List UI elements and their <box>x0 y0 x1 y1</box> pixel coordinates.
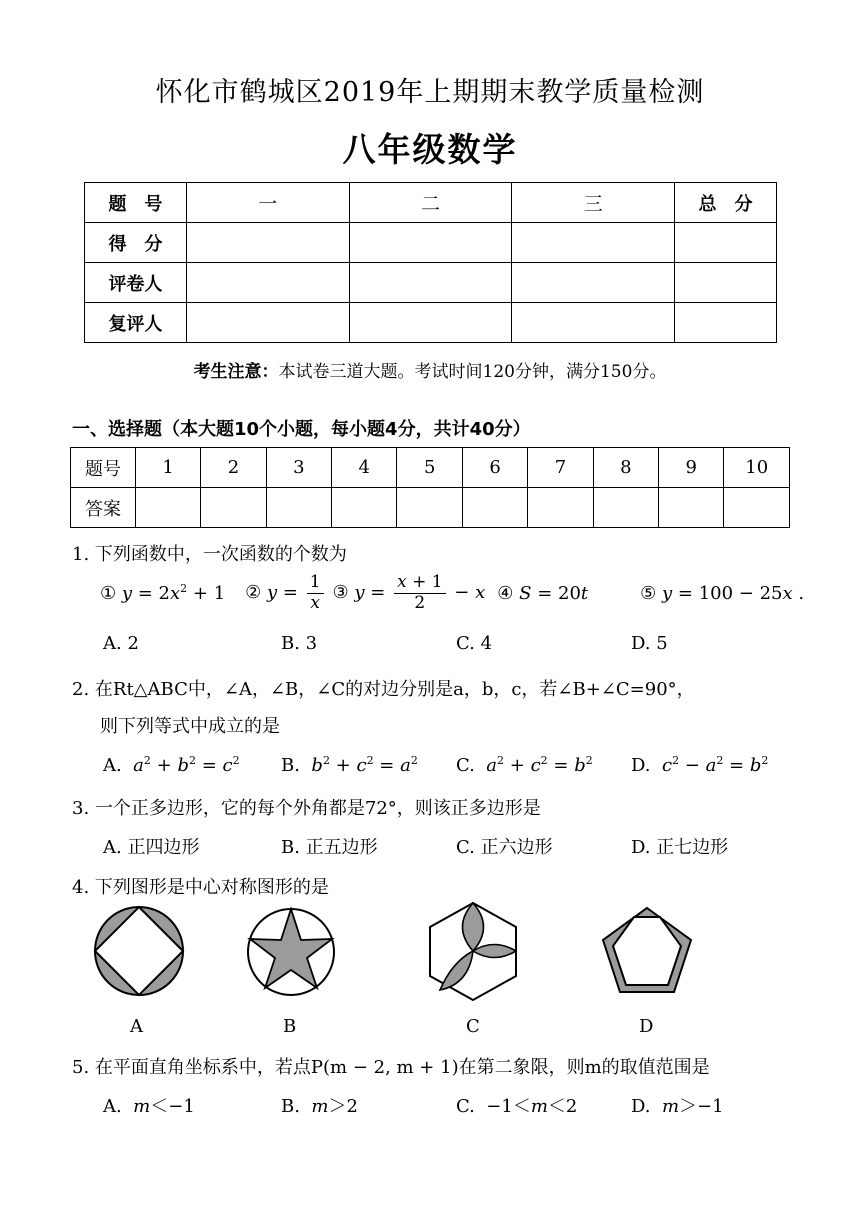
exam-subtitle: 八年级数学 <box>342 130 518 169</box>
answer-row-label: 题号 <box>71 448 136 488</box>
q5-option-c: C. −1＜m＜2 <box>456 1096 578 1117</box>
answer-cell <box>462 488 527 528</box>
answer-number: 3 <box>266 448 331 488</box>
section-1-heading: 一、选择题（本大题10个小题，每小题4分，共计40分） <box>72 419 531 440</box>
answer-cell <box>659 488 724 528</box>
score-cell <box>512 223 675 263</box>
q1-option-b: B. 3 <box>281 633 318 654</box>
score-header-cell: 题 号 <box>85 183 187 223</box>
score-cell <box>512 263 675 303</box>
question-4-stem: 4. 下列图形是中心对称图形的是 <box>72 877 329 898</box>
q3-option-b: B. 正五边形 <box>281 837 378 858</box>
answer-number: 4 <box>332 448 397 488</box>
q2-option-b: B. $b^2 + c^2 = a^2$ <box>281 754 418 776</box>
figure-label-c: C <box>466 1016 480 1037</box>
answer-row-label: 答案 <box>71 488 136 528</box>
answer-fill-row <box>71 488 790 528</box>
score-table <box>84 182 777 343</box>
figure-b-circle-star <box>248 909 334 995</box>
q2-option-a: A. $a^2 + b^2 = c^2$ <box>103 754 240 776</box>
question-5-stem: 5. 在平面直角坐标系中，若点P(m − 2, m + 1)在第二象限，则m的取值范围是 <box>72 1057 710 1078</box>
q5-option-a: A. m＜−1 <box>103 1096 195 1117</box>
answer-number: 8 <box>593 448 658 488</box>
score-cell <box>349 223 512 263</box>
q1-option-a: A. 2 <box>103 633 139 654</box>
answer-cell <box>266 488 331 528</box>
answer-number: 9 <box>659 448 724 488</box>
q3-option-c: C. 正六边形 <box>456 837 553 858</box>
answer-number-row <box>71 448 790 488</box>
function-1: ① $y = 2x^2 + 1$ <box>100 582 226 604</box>
question-4-figures <box>60 900 780 1010</box>
score-row-label: 评卷人 <box>85 263 187 303</box>
q3-option-a: A. 正四边形 <box>103 837 200 858</box>
answer-number: 7 <box>528 448 593 488</box>
answer-number: 6 <box>462 448 527 488</box>
exam-title: 怀化市鹤城区2019年上期期末教学质量检测 <box>155 77 705 108</box>
figure-a-circle-square <box>95 907 183 995</box>
question-1-functions <box>100 570 804 616</box>
score-row-label: 得 分 <box>85 223 187 263</box>
score-table-row <box>85 303 777 343</box>
q2-option-d: D. $c^2 - a^2 = b^2$ <box>631 754 769 776</box>
score-cell <box>675 223 777 263</box>
answer-cell <box>593 488 658 528</box>
question-1-stem: 1. 下列函数中，一次函数的个数为 <box>72 544 347 565</box>
answer-cell <box>332 488 397 528</box>
figure-label-a: A <box>130 1016 143 1037</box>
answer-number: 10 <box>724 448 790 488</box>
score-header-cell: 二 <box>349 183 512 223</box>
exam-notice <box>0 357 860 382</box>
figure-c-hexagon-petals <box>430 903 516 1000</box>
q5-option-d: D. m＞−1 <box>631 1096 724 1117</box>
figure-d-pentagon-hexagon <box>603 908 691 992</box>
notice-label: 考生注意： <box>193 362 279 382</box>
score-cell <box>186 263 349 303</box>
score-table-row <box>85 223 777 263</box>
q3-option-d: D. 正七边形 <box>631 837 729 858</box>
answer-cell <box>397 488 462 528</box>
answer-table <box>70 447 790 528</box>
score-cell <box>512 303 675 343</box>
notice-text: 本试卷三道大题。考试时间120分钟，满分150分。 <box>278 362 667 382</box>
function-2: ② y = $\frac{1}{x}$ <box>245 573 326 613</box>
answer-number: 5 <box>397 448 462 488</box>
answer-cell <box>201 488 266 528</box>
figure-label-b: B <box>283 1016 297 1037</box>
question-2-stem: 2. 在Rt△ABC中，∠A，∠B，∠C的对边分别是a，b，c，若∠B+∠C=90°， <box>72 679 695 700</box>
score-cell <box>349 263 512 303</box>
score-header-cell: 三 <box>512 183 675 223</box>
answer-number: 2 <box>201 448 266 488</box>
q5-option-b: B. m＞2 <box>281 1096 358 1117</box>
function-4: ④ S = 20t <box>497 582 589 604</box>
score-cell <box>186 223 349 263</box>
q1-option-c: C. 4 <box>456 633 493 654</box>
answer-cell <box>528 488 593 528</box>
figure-label-d: D <box>639 1016 654 1037</box>
score-cell <box>349 303 512 343</box>
question-3-stem: 3. 一个正多边形，它的每个外角都是72°，则该正多边形是 <box>72 798 541 819</box>
score-cell <box>675 263 777 303</box>
score-table-row <box>85 263 777 303</box>
score-header-cell: 一 <box>186 183 349 223</box>
answer-cell <box>724 488 790 528</box>
function-5: ⑤ y = 100 − 25x . <box>640 582 805 604</box>
score-header-cell: 总 分 <box>675 183 777 223</box>
q1-option-d: D. 5 <box>631 633 668 654</box>
score-row-label: 复评人 <box>85 303 187 343</box>
answer-cell <box>135 488 200 528</box>
score-cell <box>186 303 349 343</box>
q2-option-c: C. $a^2 + c^2 = b^2$ <box>456 754 593 776</box>
score-cell <box>675 303 777 343</box>
function-3: ③ y = $\frac{x + 1}{2}$ − x <box>332 571 486 613</box>
score-table-header-row <box>85 183 777 223</box>
question-2-stem-line2: 则下列等式中成立的是 <box>100 716 280 737</box>
answer-number: 1 <box>135 448 200 488</box>
